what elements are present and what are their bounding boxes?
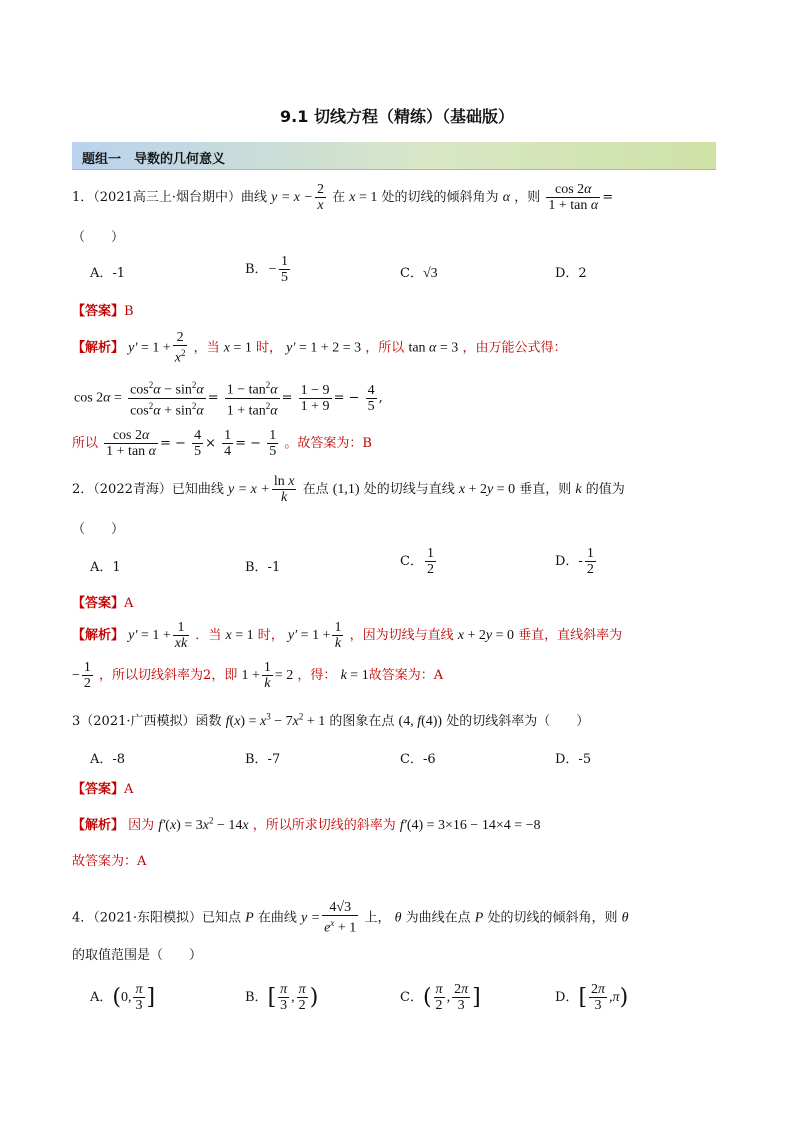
q1-analysis: 【解析】 y′ = 1 + $\frac{2}{x^2}$ ，当 x = 1 时， y′ = 1 + 2 = 3 ，所以 tan α = 3 ，由万能公式得： [72, 330, 567, 366]
q2-analysis: 【解析】 y′ = 1 + $\frac{1}{xk}$ ．当 x = 1 时， y′ = 1 + $\frac{1}{k}$ ，因为切线与直线 x + 2y = 0 垂直，直线斜率为 [72, 620, 623, 651]
q3-option-c[interactable]: C．-6 [400, 752, 436, 767]
q2-option-b[interactable]: B．-1 [245, 560, 281, 575]
question-2: 2．（2022青海）已知曲线 y = x + $\frac{\text{ln x}}{k}$ 在点 (1,1) 处的切线与直线 x + 2y = 0 垂直，则 k 的值为 [72, 474, 625, 505]
q4-option-c[interactable]: C．( $\frac{\pi}{2}$ , $\frac{2\pi}{3}$ ] [400, 982, 481, 1013]
q1-option-a[interactable]: A．-1 [90, 266, 126, 281]
section-title: 题组一 导数的几何意义 [82, 152, 226, 167]
q1-answer: 【答案】B [72, 304, 134, 319]
q3-analysis: 【解析】 因为 $f'(x) = 3x^2 - 14x$ ，所以所求切线的斜率为 f′(4) = 3×16 − 14×4 = −8 [72, 815, 541, 833]
q1-option-d[interactable]: D．2 [555, 266, 587, 281]
question-2-paren: （ ） [72, 522, 125, 537]
q3-option-a[interactable]: A．-8 [90, 752, 126, 767]
page-title: 9.1 切线方程（精练）（基础版） [280, 107, 514, 126]
q2-option-d[interactable]: D．- $\frac{1}{2}$ [555, 546, 594, 577]
question-1-paren: （ ） [72, 230, 125, 245]
q3-answer: 【答案】A [72, 782, 134, 797]
question-4: 4．（2021·东阳模拟）已知点 P 在曲线 y = $\frac{4√3}{e^x + 1}$ 上， θ 为曲线在点 P 处的切线的倾斜角，则 θ [72, 900, 629, 936]
q4-option-d[interactable]: D．[ $\frac{2\pi}{3}$ ,π) [555, 982, 629, 1013]
q2-option-a[interactable]: A．1 [90, 560, 121, 575]
q1-analysis-formula: cos 2α = $\frac{\cos^2\alpha - \sin^2\alpha}{\cos^2\alpha + \sin^2\alpha}$ = $\frac{1 - \tan^2\alpha}{1 + \tan^2\alpha}$ = $\frac{1 - 9}{1 + 9}$ = − $\frac{4}{5}$ , [74, 380, 383, 419]
q2-answer: 【答案】A [72, 596, 134, 611]
q3-option-b[interactable]: B．-7 [245, 752, 281, 767]
q4-option-b[interactable]: B．[ $\frac{\pi}{3}$ , $\frac{\pi}{2}$ ) [245, 982, 319, 1013]
question-3: 3（2021·广西模拟）函数 $f(x) = x^3 - 7x^2 + 1$ 的图象在点 (4, f(4)) 处的切线斜率为（ ） [72, 711, 590, 729]
q3-conclusion: 故答案为：A [72, 854, 147, 869]
q3-option-d[interactable]: D．-5 [555, 752, 592, 767]
q2-analysis-cont: − $\frac{1}{2}$ ，所以切线斜率为2，即 1 + $\frac{1}{k}$ = 2 ，得： k = 1故答案为：A [72, 660, 444, 691]
q1-option-b[interactable]: B．− $\frac{1}{5}$ [245, 254, 289, 285]
question-4-line2: 的取值范围是（ ） [72, 948, 203, 963]
q4-option-a[interactable]: A．(0, $\frac{\pi}{3}$ ] [90, 982, 156, 1013]
question-1: 1．（2021高三上·烟台期中）曲线 y = x − $\frac{2}{x}$ 在 x = 1 处的切线的倾斜角为 α ，则 $\frac{\cos 2\alpha}{\text{1 + tan α}}$ = [72, 182, 614, 213]
q1-analysis-conclusion: 所以 $\frac{\cos 2\alpha}{\text{1 + tan α}}$ = − $\frac{4}{5}$ × $\frac{1}{4}$ = − $\frac{1}{5}$ 。故答案为：B [72, 428, 372, 459]
q1-option-c[interactable]: C．√3 [400, 266, 438, 281]
section-header [72, 142, 716, 170]
q2-option-c[interactable]: C． $\frac{1}{2}$ [400, 546, 434, 577]
